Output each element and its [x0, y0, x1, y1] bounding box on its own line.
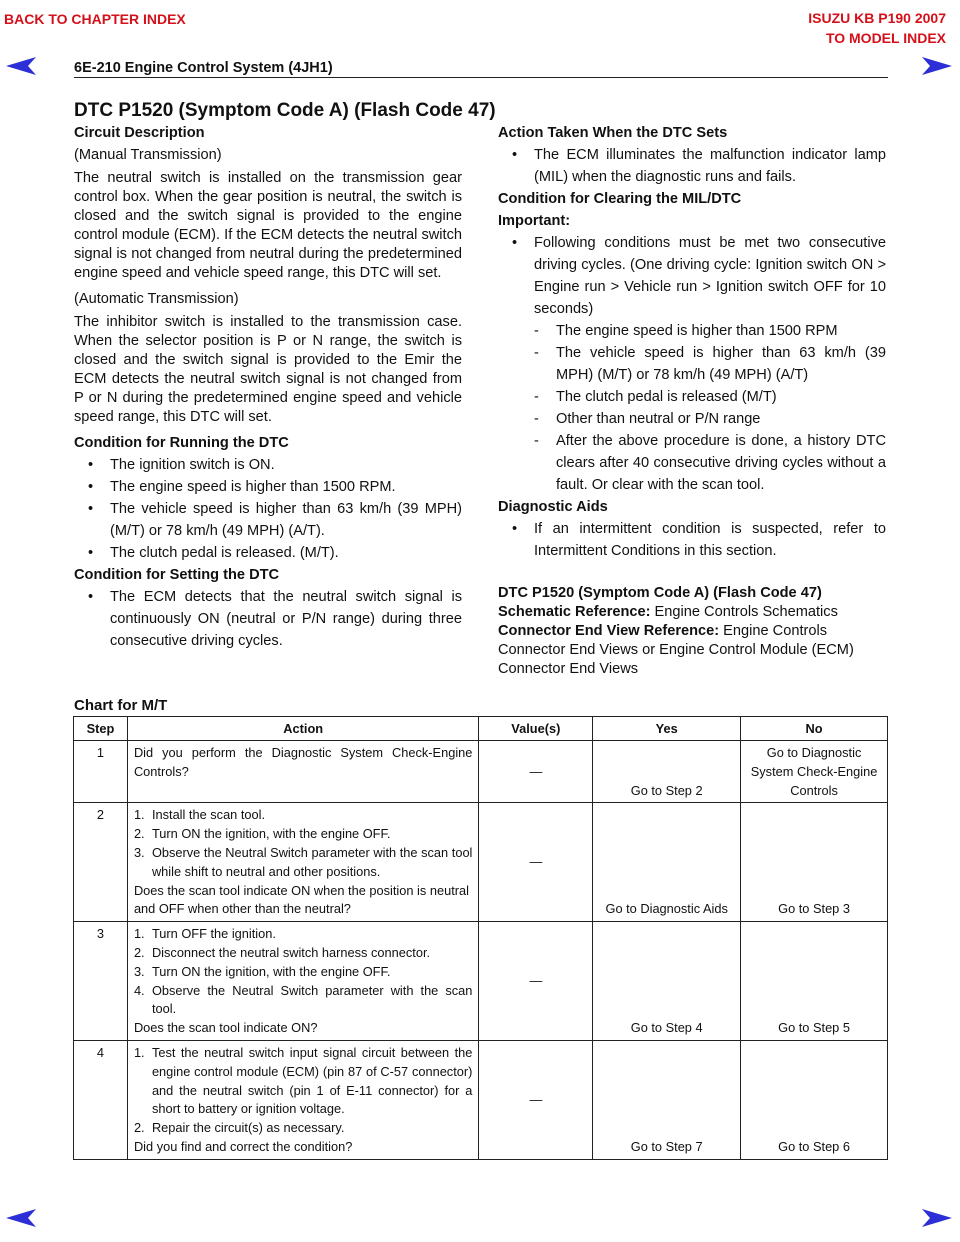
action-step-number: 2. — [133, 944, 145, 960]
yes-cell[interactable]: Go to Step 2 — [593, 741, 741, 803]
list-item — [498, 386, 886, 408]
action-step-text: Repair the circuit(s) as necessary. — [151, 1120, 345, 1136]
action-step-text: Test the neutral switch input signal circuit between the engine control module (ECM) (pin 87 of C-57 connector) and the neutral switch (pin 1 of E-11 connector) for a short to battery or ignition voltage. — [151, 1044, 473, 1117]
action-step-item — [134, 944, 472, 963]
diagnostic-chart-table — [73, 716, 888, 1160]
action-step-item — [134, 806, 472, 825]
automatic-transmission-label: (Automatic Transmission) — [74, 291, 239, 307]
value-cell: — — [479, 1040, 593, 1159]
list-item-text: The engine speed is higher than 1500 RPM. — [110, 479, 396, 495]
column-header-step: Step — [74, 717, 128, 741]
manual-transmission-label: (Manual Transmission) — [74, 147, 222, 163]
running-conditions-heading: Condition for Running the DTC — [74, 435, 289, 451]
list-item — [74, 454, 462, 476]
table-row — [74, 1040, 888, 1159]
circuit-description-heading: Circuit Description — [74, 125, 205, 141]
action-step-item — [134, 825, 472, 844]
list-item-text: The clutch pedal is released (M/T) — [556, 389, 777, 405]
yes-cell[interactable]: Go to Diagnostic Aids — [593, 803, 741, 922]
action-question: Does the scan tool indicate ON? — [133, 1020, 318, 1036]
action-step-number: 1. — [133, 807, 145, 823]
list-item — [74, 586, 462, 652]
reference-block — [498, 584, 886, 679]
schematic-reference-link[interactable]: Engine Controls Schematics — [650, 604, 838, 620]
action-cell — [127, 922, 478, 1041]
no-cell[interactable]: Go to Step 5 — [741, 922, 888, 1041]
important-list — [498, 232, 886, 320]
action-step-text: Observe the Neutral Switch parameter with the scan tool while shift to neutral and other positions. — [151, 844, 473, 879]
right-column — [498, 122, 886, 679]
bullet-icon: • — [88, 545, 94, 561]
action-step-number: 4. — [133, 982, 145, 998]
bullet-icon: • — [512, 147, 518, 163]
action-step-item — [134, 1119, 472, 1138]
list-item-text: Following conditions must be met two consecutive driving cycles. (One driving cycle: Ignition switch ON > Engine run > Vehicle run > Ignition switch OFF for 10 seconds) — [534, 235, 886, 317]
running-conditions-list — [74, 454, 462, 564]
setting-conditions-heading: Condition for Setting the DTC — [74, 567, 280, 583]
dash-marker: - — [534, 411, 539, 427]
action-step-item — [134, 963, 472, 982]
table-row — [74, 741, 888, 803]
action-step-number: 1. — [133, 926, 145, 942]
model-index-link[interactable]: TO MODEL INDEX — [825, 30, 946, 46]
list-item-text: The engine speed is higher than 1500 RPM — [556, 323, 838, 339]
action-question: Did you perform the Diagnostic System Check-Engine Controls? — [133, 745, 473, 779]
connector-reference-link[interactable]: Engine Controls Connector End Views or Engine Control Module (ECM) Connector End Views — [498, 623, 854, 677]
list-item-text: If an intermittent condition is suspected, refer to Intermittent Conditions in this section. — [534, 521, 886, 559]
important-label: Important: — [498, 213, 571, 229]
no-cell[interactable]: Go to Step 3 — [741, 803, 888, 922]
step-cell: 2 — [74, 803, 128, 922]
action-cell — [127, 1040, 478, 1159]
back-to-chapter-link[interactable]: BACK TO CHAPTER INDEX — [4, 11, 186, 27]
list-item-text: After the above procedure is done, a history DTC clears after 40 consecutive driving cycles without a fault. Or clear with the scan tool. — [556, 433, 886, 493]
dash-marker: - — [534, 323, 539, 339]
action-step-text: Observe the Neutral Switch parameter with the scan tool. — [151, 982, 473, 1017]
bullet-icon: • — [512, 521, 518, 537]
connector-reference-label: Connector End View Reference: — [498, 623, 720, 639]
list-item-text: Other than neutral or P/N range — [556, 411, 761, 427]
list-item-text: The ECM illuminates the malfunction indicator lamp (MIL) when the diagnostic runs and fails. — [534, 147, 886, 185]
bullet-icon: • — [512, 235, 518, 251]
list-item — [74, 498, 462, 542]
previous-page-arrow-icon[interactable] — [6, 1208, 36, 1228]
action-taken-list — [498, 144, 886, 188]
bullet-icon: • — [88, 501, 94, 517]
list-item-text: The vehicle speed is higher than 63 km/h (39 MPH) (M/T) or 78 km/h (49 MPH) (A/T). — [110, 501, 462, 539]
list-item — [74, 476, 462, 498]
list-item-text: The vehicle speed is higher than 63 km/h (39 MPH) (M/T) or 78 km/h (49 MPH) (A/T) — [556, 345, 886, 383]
action-step-text: Turn ON the ignition, with the engine OFF. — [151, 826, 391, 842]
action-step-number: 3. — [133, 844, 145, 860]
action-step-text: Turn OFF the ignition. — [151, 926, 276, 942]
list-item — [498, 144, 886, 188]
column-header-yes: Yes — [593, 717, 741, 741]
action-step-number: 3. — [133, 963, 145, 979]
step-cell: 1 — [74, 741, 128, 803]
list-item — [74, 542, 462, 564]
header-divider — [74, 77, 888, 78]
action-taken-heading: Action Taken When the DTC Sets — [498, 125, 728, 141]
list-item — [498, 518, 886, 562]
table-row — [74, 803, 888, 922]
automatic-transmission-text: The inhibitor switch is installed to the transmission case. When the selector position is P or N range, the switch is closed and the switch signal is provided to the Emir the ECM detects the neutral switch signal is not changed from P or N during the predetermined engine speed and vehicle speed range, this DTC will set. — [74, 314, 462, 425]
model-title-link[interactable]: ISUZU KB P190 2007 — [808, 10, 946, 26]
action-step-number: 1. — [133, 1044, 145, 1060]
action-step-item — [134, 982, 472, 1020]
action-cell — [127, 803, 478, 922]
list-item — [498, 430, 886, 496]
dash-marker: - — [534, 433, 539, 449]
left-column — [74, 122, 462, 652]
manual-transmission-text: The neutral switch is installed on the transmission gear control box. When the gear position is neutral, the switch is closed and the switch signal is provided to the engine control module (ECM). If the ECM detects the neutral switch signal is not changed from neutral during the predetermined engine speed and vehicle speed range, this DTC will set. — [74, 170, 462, 281]
page-header-title: 6E-210 Engine Control System (4JH1) — [74, 60, 333, 76]
bullet-icon: • — [88, 479, 94, 495]
action-step-text: Install the scan tool. — [151, 807, 266, 823]
action-step-item — [134, 1044, 472, 1119]
dash-marker: - — [534, 389, 539, 405]
bullet-icon: • — [88, 589, 94, 605]
action-step-number: 2. — [133, 826, 145, 842]
value-cell: — — [479, 741, 593, 803]
page-title: DTC P1520 (Symptom Code A) (Flash Code 47) — [74, 100, 496, 121]
step-cell: 4 — [74, 1040, 128, 1159]
bullet-icon: • — [88, 457, 94, 473]
action-question: Did you find and correct the condition? — [133, 1138, 353, 1154]
next-page-arrow-icon[interactable] — [922, 1208, 952, 1228]
value-cell: — — [479, 922, 593, 1041]
reference-title: DTC P1520 (Symptom Code A) (Flash Code 47) — [498, 585, 822, 601]
action-step-text: Disconnect the neutral switch harness connector. — [151, 944, 431, 960]
action-step-text: Turn ON the ignition, with the engine OFF. — [151, 963, 391, 979]
diagnostic-aids-list — [498, 518, 886, 562]
schematic-reference-label: Schematic Reference: — [498, 604, 651, 620]
table-row — [74, 922, 888, 1041]
chart-heading: Chart for M/T — [74, 697, 168, 714]
list-item — [498, 342, 886, 386]
clearing-conditions-heading: Condition for Clearing the MIL/DTC — [498, 191, 742, 207]
yes-cell[interactable]: Go to Step 4 — [593, 922, 741, 1041]
list-item-text: The ECM detects that the neutral switch signal is continuously ON (neutral or P/N range) during three consecutive driving cycles. — [110, 589, 462, 649]
action-step-number: 2. — [133, 1120, 145, 1136]
setting-conditions-list — [74, 586, 462, 652]
value-cell: — — [479, 803, 593, 922]
previous-page-arrow-icon[interactable] — [6, 56, 36, 76]
clearing-conditions-sublist — [498, 320, 886, 496]
table-header-row — [74, 717, 888, 741]
no-cell[interactable]: Go to Step 6 — [741, 1040, 888, 1159]
dash-marker: - — [534, 345, 539, 361]
diagnostic-aids-heading: Diagnostic Aids — [498, 499, 608, 515]
yes-cell[interactable]: Go to Step 7 — [593, 1040, 741, 1159]
list-item — [498, 232, 886, 320]
list-item-text: The clutch pedal is released. (M/T). — [110, 545, 339, 561]
list-item — [498, 408, 886, 430]
action-cell — [127, 741, 478, 803]
list-item-text: The ignition switch is ON. — [110, 457, 275, 473]
action-step-item — [134, 844, 472, 882]
column-header-no: No — [741, 717, 888, 741]
no-cell[interactable]: Go to Diagnostic System Check-Engine Controls — [741, 741, 888, 803]
step-cell: 3 — [74, 922, 128, 1041]
action-step-item — [134, 925, 472, 944]
column-header-values: Value(s) — [479, 717, 593, 741]
next-page-arrow-icon[interactable] — [922, 56, 952, 76]
list-item — [498, 320, 886, 342]
action-question: Does the scan tool indicate ON when the position is neutral and OFF when other than the neutral? — [133, 882, 469, 917]
column-header-action: Action — [127, 717, 478, 741]
